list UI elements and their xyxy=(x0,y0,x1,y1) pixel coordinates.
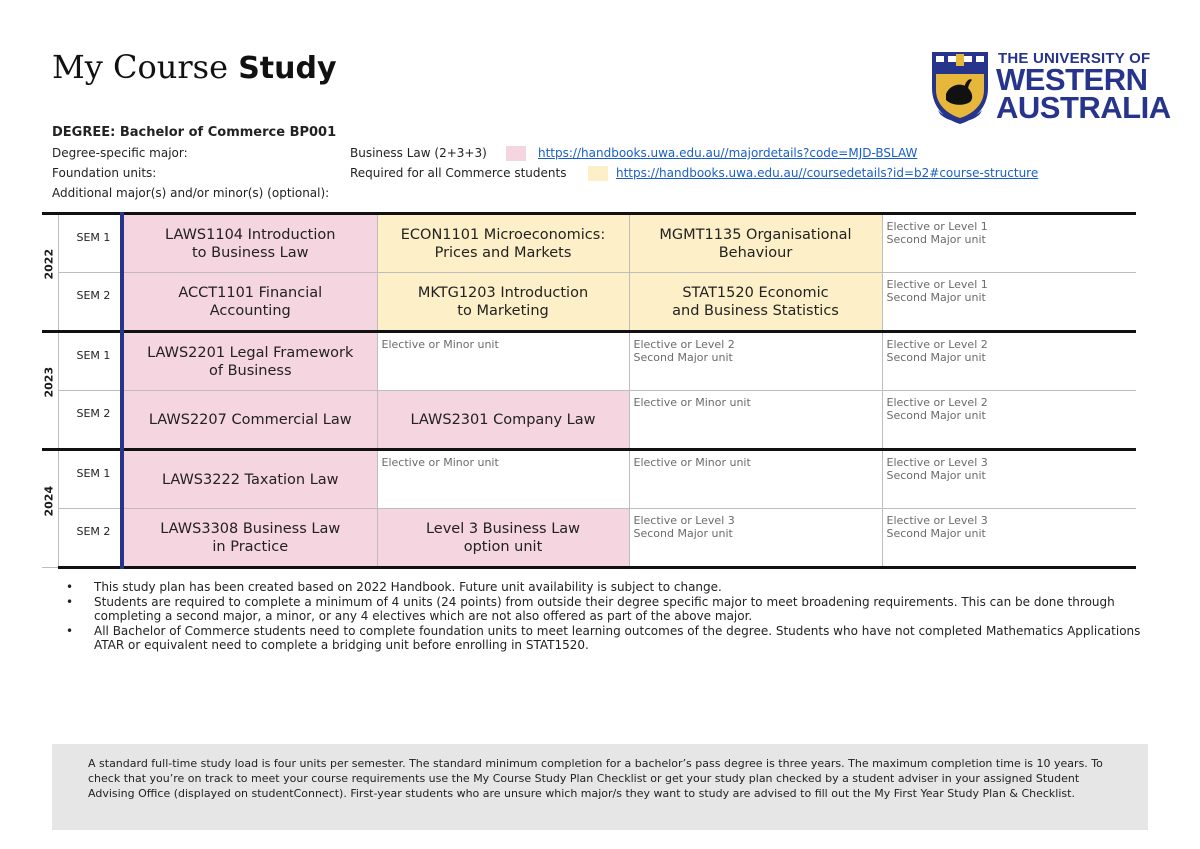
elective-cell: Elective or Level 3 Second Major unit xyxy=(882,450,1136,509)
year-label-2023: 2023 xyxy=(42,332,58,450)
logo-line-2: WESTERN xyxy=(996,62,1148,97)
plan-row-2022-s1 xyxy=(42,214,1136,273)
unit-cell-level3-option: Level 3 Business Law option unit xyxy=(377,509,629,568)
elective-cell: Elective or Level 2 Second Major unit xyxy=(629,332,882,391)
plan-row-2024-s1 xyxy=(42,450,1136,509)
unit-cell-laws2207: LAWS2207 Commercial Law xyxy=(122,391,377,450)
elective-cell: Elective or Level 3 Second Major unit xyxy=(882,509,1136,568)
logo-line-1: THE UNIVERSITY OF xyxy=(998,50,1151,67)
bullet-icon: • xyxy=(66,580,74,594)
major-color-swatch xyxy=(506,146,526,161)
foundation-color-swatch xyxy=(588,166,608,181)
plan-row-2022-s2 xyxy=(42,273,1136,332)
page-title: My Course Study xyxy=(52,48,337,86)
note-item: • This study plan has been created based on 2022 Handbook. Future unit availability is subject to change. xyxy=(66,580,722,594)
sem-label: SEM 2 xyxy=(58,273,122,332)
unit-cell-acct1101: ACCT1101 Financial Accounting xyxy=(122,273,377,332)
unit-cell-econ1101: ECON1101 Microeconomics: Prices and Markets xyxy=(377,214,629,273)
crest-icon xyxy=(928,48,992,126)
foundation-row xyxy=(52,166,1039,180)
sem-label: SEM 2 xyxy=(58,391,122,450)
foundation-label: Foundation units: xyxy=(52,166,157,180)
elective-cell: Elective or Minor unit xyxy=(377,450,629,509)
foundation-handbook-link[interactable]: https://handbooks.uwa.edu.au//coursedetails?id=b2#course-structure xyxy=(616,166,1039,180)
major-value: Business Law (2+3+3) xyxy=(350,146,487,160)
elective-cell: Elective or Minor unit xyxy=(629,450,882,509)
elective-cell: Elective or Minor unit xyxy=(629,391,882,450)
elective-cell: Elective or Level 1 Second Major unit xyxy=(882,214,1136,273)
sem-label: SEM 1 xyxy=(58,214,122,273)
plan-row-2023-s2 xyxy=(42,391,1136,450)
logo-line-3: AUSTRALIA xyxy=(996,90,1171,125)
year-label-2022: 2022 xyxy=(42,214,58,332)
major-label: Degree-specific major: xyxy=(52,146,188,160)
unit-cell-laws2201: LAWS2201 Legal Framework of Business xyxy=(122,332,377,391)
footer-info-box xyxy=(52,744,1148,830)
degree-heading: DEGREE: Bachelor of Commerce BP001 xyxy=(52,125,337,140)
major-handbook-link[interactable]: https://handbooks.uwa.edu.au//majordetails?code=MJD-BSLAW xyxy=(538,146,918,160)
major-row xyxy=(52,146,918,160)
unit-cell-stat1520: STAT1520 Economic and Business Statistics xyxy=(629,273,882,332)
year-label-2024: 2024 xyxy=(42,450,58,568)
sem-label: SEM 1 xyxy=(58,450,122,509)
notes-list xyxy=(66,580,1146,653)
additional-label: Additional major(s) and/or minor(s) (optional): xyxy=(52,186,330,200)
university-logo xyxy=(928,48,1171,126)
note-item: • All Bachelor of Commerce students need to complete foundation units to meet learning outcomes of the degree. Students who have not completed Mathematics Applications ATAR or equivalent need to complete a bridging unit before enrolling in STAT1520. xyxy=(66,623,1141,652)
sem-label: SEM 2 xyxy=(58,509,122,568)
footer-text: A standard full-time study load is four units per semester. The standard minimum completion for a bachelor’s pass degree is three years. The maximum completion time is 10 years. To check that you’re on track to meet your course requirements use the My Course Study Plan Checklist or get your study plan checked by a student adviser in your assigned Student Advising Office (displayed on studentConnect). First-year students who are unsure which major/s they want to study are advised to fill out the My First Year Study Plan & Checklist. xyxy=(88,757,1103,800)
bullet-icon: • xyxy=(66,594,74,609)
plan-row-2023-s1 xyxy=(42,332,1136,391)
study-plan-table xyxy=(42,212,1136,569)
unit-cell-laws1104: LAWS1104 Introduction to Business Law xyxy=(122,214,377,273)
elective-cell: Elective or Minor unit xyxy=(377,332,629,391)
elective-cell: Elective or Level 3 Second Major unit xyxy=(629,509,882,568)
note-item: • Students are required to complete a minimum of 4 units (24 points) from outside their degree specific major to meet broadening requirements. This can be done through completing a second major, a minor, or any 4 electives which are not also offered as part of the above major. xyxy=(66,594,1115,623)
unit-cell-laws3222: LAWS3222 Taxation Law xyxy=(122,450,377,509)
elective-cell: Elective or Level 1 Second Major unit xyxy=(882,273,1136,332)
unit-cell-mgmt1135: MGMT1135 Organisational Behaviour xyxy=(629,214,882,273)
bullet-icon: • xyxy=(66,623,74,638)
foundation-value: Required for all Commerce students xyxy=(350,166,567,180)
sem-label: SEM 1 xyxy=(58,332,122,391)
unit-cell-laws3308: LAWS3308 Business Law in Practice xyxy=(122,509,377,568)
additional-row xyxy=(52,186,329,200)
unit-cell-mktg1203: MKTG1203 Introduction to Marketing xyxy=(377,273,629,332)
elective-cell: Elective or Level 2 Second Major unit xyxy=(882,391,1136,450)
elective-cell: Elective or Level 2 Second Major unit xyxy=(882,332,1136,391)
plan-row-2024-s2 xyxy=(42,509,1136,568)
unit-cell-laws2301: LAWS2301 Company Law xyxy=(377,391,629,450)
